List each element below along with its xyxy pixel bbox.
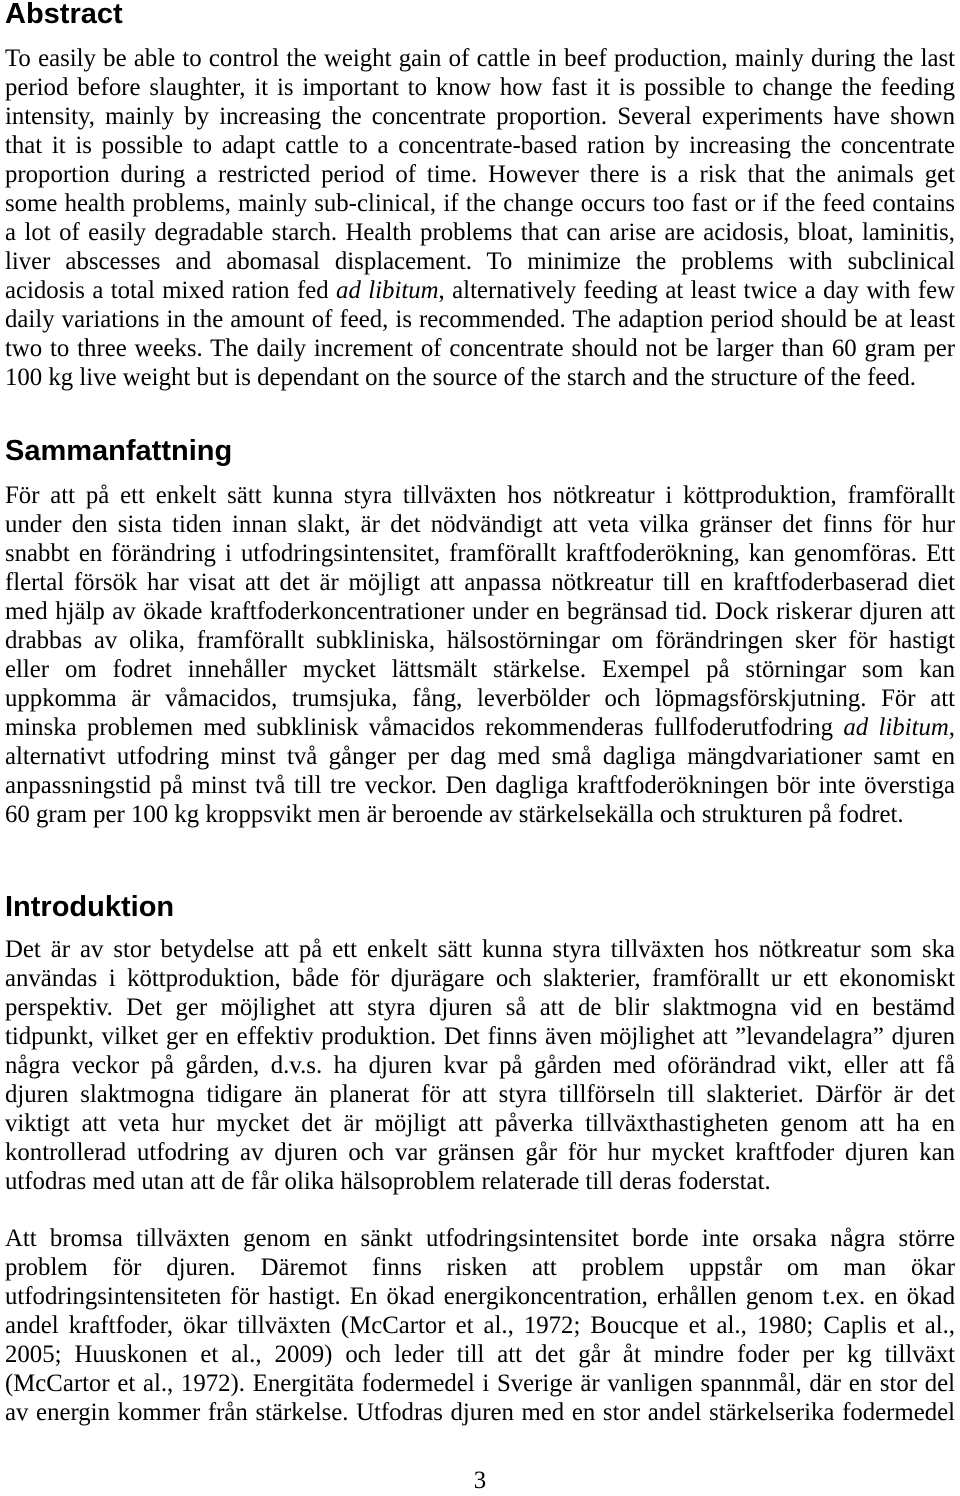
text-line: [5, 276, 955, 305]
text-line: snabbt en förändring i utfodringsintensitet, framförallt kraftfoderökning, kan genomföras. Ett: [5, 540, 955, 567]
text-line: drabbas av olika, framförallt subkliniska, hälsostörningar om förändringen sker för hastigt: [5, 627, 955, 654]
italic-term: ad libitum: [336, 277, 439, 304]
text-line: Det är av stor betydelse att på ett enkelt sätt kunna styra tillväxten hos nötkreatur som ska: [5, 936, 955, 963]
text-line: djuren slaktmogna tidigare än planerat för att styra tillförseln till slakteriet. Därför är det: [5, 1081, 955, 1108]
section-heading-abstract: Abstract: [5, 0, 123, 30]
text-line: perspektiv. Det ger möjlighet att styra djuren så att de blir slaktmogna vid en bestämd: [5, 994, 955, 1021]
text-line: användas i köttproduktion, både för djurägare och slakterier, framförallt ur ett ekonomiskt: [5, 965, 955, 992]
text-line: problem för djuren. Däremot finns risken att problem uppstår om man ökar: [5, 1254, 955, 1281]
text-line: utfodras med utan att de får olika hälsoproblem relaterade till deras foderstat.: [5, 1168, 771, 1195]
section-heading-introduktion: Introduktion: [5, 891, 175, 923]
text-line: 60 gram per 100 kg kroppsvikt men är beroende av stärkelsekälla och strukturen på fodret.: [5, 801, 904, 828]
text-segment: ,: [948, 714, 955, 741]
text-line: that it is possible to adapt cattle to a concentrate-based ration by increasing the concentrate: [5, 132, 955, 159]
text-line: 2005; Huuskonen et al., 2009) och leder till att det går åt mindre foder per kg tillväxt: [5, 1341, 955, 1368]
text-line: intensity, mainly by increasing the concentrate proportion. Several experiments have shown: [5, 103, 955, 130]
text-line: proportion during a restricted period of time. However there is a risk that the animals get: [5, 161, 955, 188]
text-line: andel kraftfoder, ökar tillväxten (McCartor et al., 1972; Boucque et al., 1980; Caplis et al.,: [5, 1312, 955, 1339]
page-number: 3: [473, 1467, 487, 1494]
text-line: alternativt utfodring minst två gånger per dag med små dagliga mängdvariationer samt en: [5, 743, 955, 770]
text-line: viktigt att veta hur mycket det är möjligt att påverka tillväxthastigheten genom att ha en: [5, 1110, 955, 1137]
text-line: uppkomma är våmacidos, trumsjuka, fång, leverbölder och löpmagsförskjutning. För att: [5, 685, 955, 712]
text-line: anpassningstid på minst två till tre veckor. Den dagliga kraftfoderökningen bör inte överstiga: [5, 772, 955, 799]
introduction-paragraph-2: [5, 1224, 955, 1427]
text-line: [5, 713, 955, 742]
text-segment: acidosis a total mixed ration fed: [5, 277, 337, 304]
section-heading-sammanfattning: Sammanfattning: [5, 435, 233, 467]
text-line: utfodringsintensiteten för hastigt. En ökad energikoncentration, erhållen genom t.ex. en ökad: [5, 1283, 955, 1310]
text-line: To easily be able to control the weight gain of cattle in beef production, mainly during the last: [5, 45, 955, 72]
text-line: period before slaughter, it is important to know how fast it is possible to change the feeding: [5, 74, 955, 101]
text-line: (McCartor et al., 1972). Energitäta fodermedel i Sverige är vanligen spannmål, där en stor del: [5, 1370, 955, 1397]
text-line: kontrollerad utfodring av djuren och var gränsen går för hur mycket kraftfoder djuren kan: [5, 1139, 955, 1166]
text-line: some health problems, mainly sub-clinical, if the change occurs too fast or if the feed contains: [5, 190, 955, 217]
text-line: a lot of easily degradable starch. Health problems that can arise are acidosis, bloat, laminitis,: [5, 219, 955, 246]
text-line: flertal försök har visat att det är möjligt att anpassa nötkreatur till en kraftfoderbaserad diet: [5, 569, 955, 596]
text-line: eller om fodret innehåller mycket lättsmält stärkelse. Exempel på störningar som kan: [5, 656, 955, 683]
sammanfattning-paragraph: [5, 481, 955, 829]
text-line: Att bromsa tillväxten genom en sänkt utfodringsintensitet borde inte orsaka några större: [5, 1225, 955, 1252]
abstract-paragraph: [5, 44, 955, 392]
italic-term: ad libitum: [843, 714, 949, 741]
text-segment: minska problemen med subklinisk våmacidos rekommenderas fullfoderutfodring: [5, 714, 844, 741]
text-line: tidpunkt, vilket ger en effektiv produktion. Det finns även möjlighet att ”levandelagra” djuren: [5, 1023, 955, 1050]
text-line: 100 kg live weight but is dependant on the source of the starch and the structure of the feed.: [5, 364, 917, 391]
introduction-paragraph-1: [5, 935, 955, 1196]
text-line: med hjälp av ökade kraftfoderkoncentrationer under en begränsad tid. Dock riskerar djuren att: [5, 598, 955, 625]
text-line: För att på ett enkelt sätt kunna styra tillväxten hos nötkreatur i köttproduktion, framförallt: [5, 482, 955, 509]
text-line: några veckor på gården, d.v.s. ha djuren kvar på gården med oförändrad vikt, eller att få: [5, 1052, 955, 1079]
text-line: liver abscesses and abomasal displacement. To minimize the problems with subclinical: [5, 248, 955, 275]
text-line: two to three weeks. The daily increment of concentrate should not be larger than 60 gram per: [5, 335, 955, 362]
text-line: under den sista tiden innan slakt, är det nödvändigt att veta vilka gränser det finns för hur: [5, 511, 955, 538]
text-line: av energin kommer från stärkelse. Utfodras djuren med en stor andel stärkelserika fodermedel: [5, 1399, 955, 1426]
text-segment: , alternatively feeding at least twice a day with few: [438, 277, 955, 304]
text-line: daily variations in the amount of feed, is recommended. The adaption period should be at least: [5, 306, 955, 333]
